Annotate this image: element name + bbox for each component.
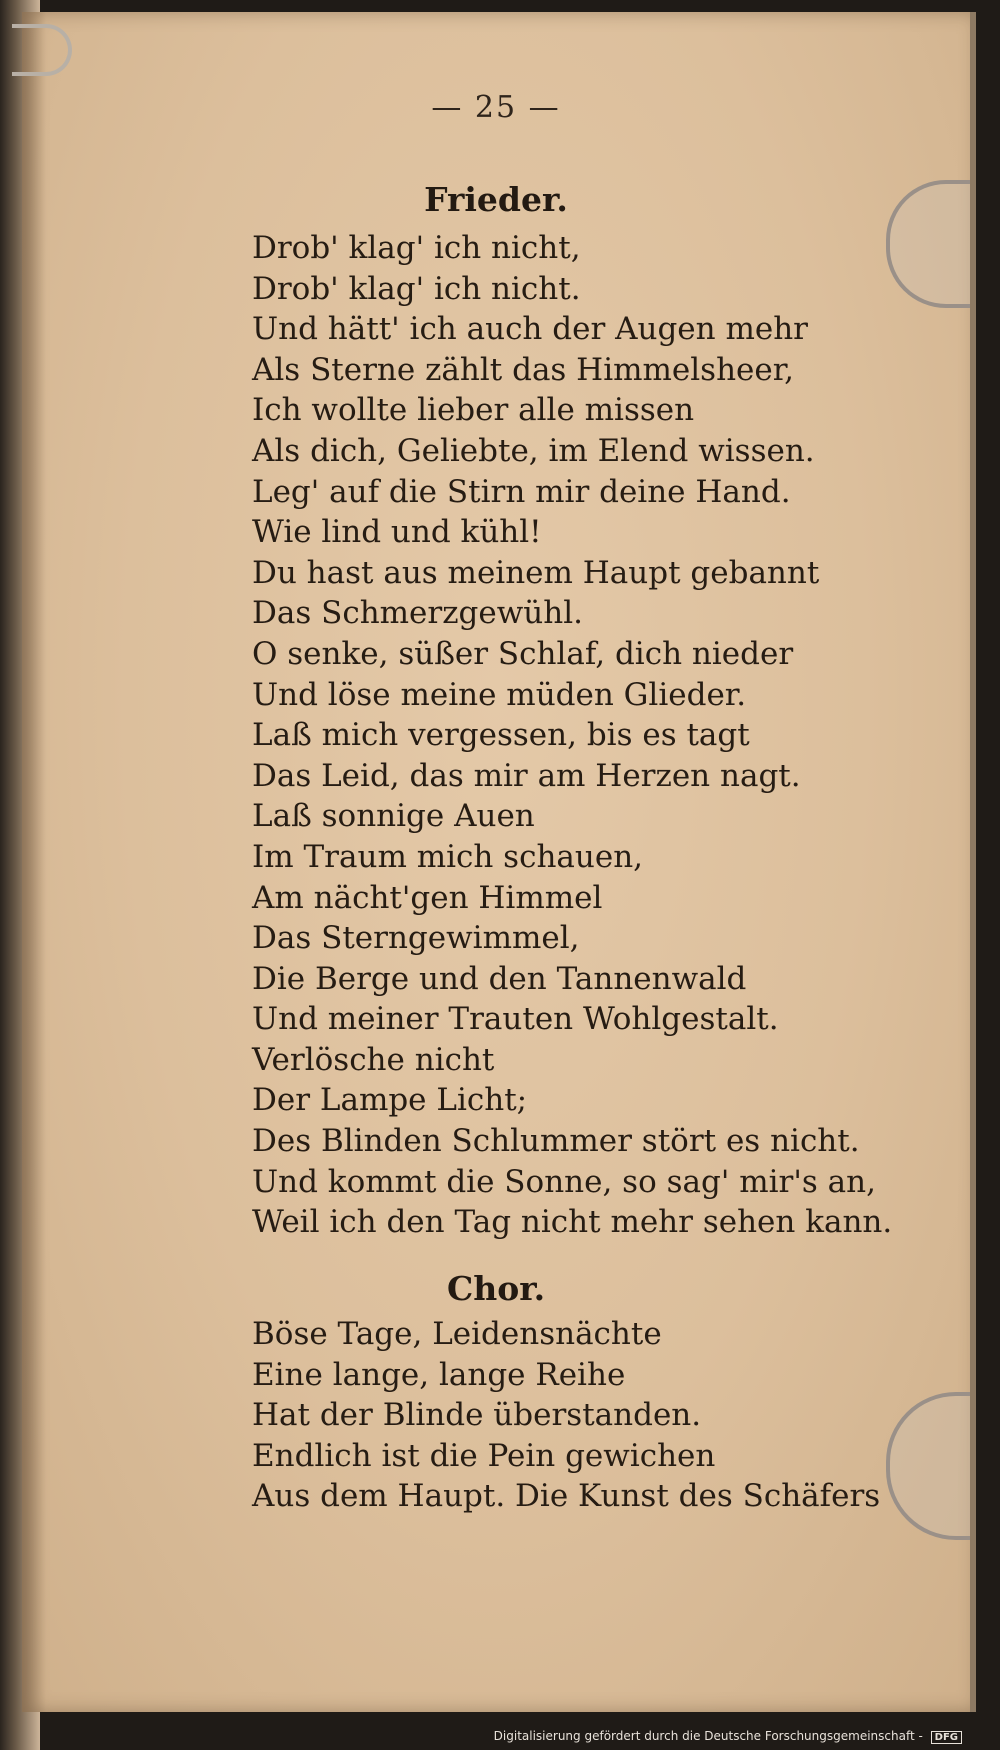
verse-block-chor	[252, 1314, 880, 1517]
verse-line: Und löse meine müden Glieder.	[252, 676, 747, 713]
verse-line: Drob' klag' ich nicht,	[252, 230, 581, 266]
binding-clip-icon	[12, 24, 72, 76]
verse-line: Des Blinden Schlummer stört es nicht.	[252, 1123, 860, 1160]
verse-line: Eine lange, lange Reihe	[252, 1356, 626, 1393]
verse-line: Und kommt die Sonne, so sag' mir's an,	[252, 1163, 876, 1200]
verse-line: Du hast aus meinem Haupt gebannt	[252, 554, 820, 591]
verse-line: Das Leid, das mir am Herzen nagt.	[252, 757, 801, 794]
verse-line: Hat der Blinde überstanden.	[252, 1397, 702, 1434]
verse-line: Als dich, Geliebte, im Elend wissen.	[252, 432, 815, 469]
section-heading-chor: Chor.	[446, 1269, 546, 1308]
verse-line: Endlich ist die Pein gewichen	[252, 1437, 716, 1474]
verse-line: Der Lampe Licht;	[252, 1082, 528, 1119]
verse-line: Laß sonnige Auen	[252, 798, 535, 835]
dfg-logo-icon: DFG	[931, 1731, 962, 1744]
page-number: — 25 —	[431, 90, 561, 125]
verse-line: Im Traum mich schauen,	[252, 838, 644, 875]
verse-line: Wie lind und kühl!	[252, 514, 542, 551]
verse-line: Und hätt' ich auch der Augen mehr	[252, 311, 809, 348]
verse-line: Als Sterne zählt das Himmelsheer,	[252, 351, 795, 388]
verse-line: Drob' klag' ich nicht.	[252, 270, 581, 307]
verse-line: Ich wollte lieber alle missen	[252, 392, 695, 429]
verse-line: Leg' auf die Stirn mir deine Hand.	[252, 473, 791, 510]
verse-block-frieder	[252, 228, 892, 1243]
verse-line: O senke, süßer Schlaf, dich nieder	[252, 635, 794, 672]
verse-line: Weil ich den Tag nicht mehr sehen kann.	[252, 1204, 893, 1241]
book-page	[22, 12, 976, 1712]
section-heading-frieder: Frieder.	[424, 180, 568, 219]
verse-line: Laß mich vergessen, bis es tagt	[252, 717, 750, 754]
verse-line: Das Sterngewimmel,	[252, 920, 580, 957]
verse-line: Am nächt'gen Himmel	[252, 879, 603, 916]
verse-line: Böse Tage, Leidensnächte	[252, 1316, 662, 1352]
page-clip-bottom-icon	[886, 1392, 970, 1540]
credit-text: Digitalisierung gefördert durch die Deutsche Forschungsgemeinschaft -	[493, 1729, 923, 1743]
verse-line: Das Schmerzgewühl.	[252, 595, 583, 632]
digitization-credit	[494, 1729, 962, 1744]
verse-line: Verlösche nicht	[252, 1041, 495, 1078]
verse-line: Die Berge und den Tannenwald	[252, 960, 747, 997]
verse-line: Und meiner Trauten Wohlgestalt.	[252, 1001, 779, 1038]
verse-line: Aus dem Haupt. Die Kunst des Schäfers	[252, 1478, 881, 1515]
